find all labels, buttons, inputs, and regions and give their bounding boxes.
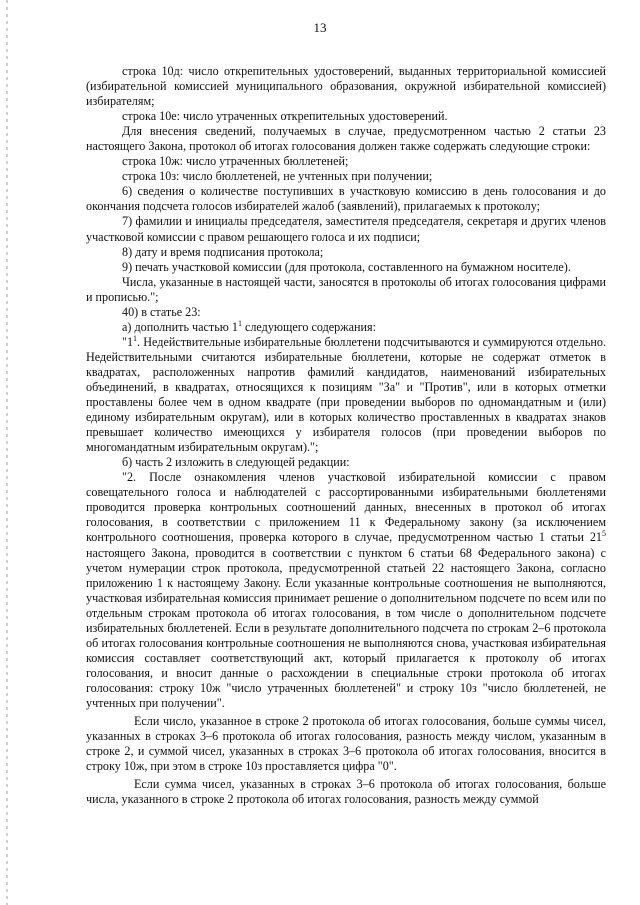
document-body xyxy=(86,64,606,807)
paragraph: Числа, указанные в настоящей части, заносятся в протоколы об итогах голосования цифрами и прописью."; xyxy=(86,274,606,304)
paragraph: строка 10з: число бюллетеней, не учтенных при получении; xyxy=(122,169,433,184)
paragraph: строка 10д: число открепительных удостоверений, выданных территориальной комиссией (избирательной комиссией муниципального образования, окружной избирательной комиссией) избирателям; xyxy=(86,64,606,109)
paragraph: Для внесения сведений, получаемых в случае, предусмотренном частью 2 статьи 23 настоящего Закона, протокол об итогах голосования должен также содержать следующие строки: xyxy=(86,124,606,154)
paragraph xyxy=(86,320,606,335)
paragraph: б) часть 2 изложить в следующей редакции: xyxy=(122,455,350,470)
paragraph: строка 10е: число утраченных открепительных удостоверений. xyxy=(122,109,448,124)
paragraph xyxy=(86,335,606,455)
paragraph-text: настоящего Закона, проводится в соответствии с пунктом 6 статьи 68 Федерального закона) с учетом нумерации строк протокола, предусмотренной статьей 22 настоящего Закона, согласно приложению 1 к настоящему Закону. Если указанные контрольные соотношения не выполняются, участковая избирательная комиссия принимает решение о дополнительном подсчете по всем или по отдельным строкам протокола об итогах голосования, в том числе о дополнительном подсчете избирательных бюллетеней. Если в результате дополнительного подсчета по строкам 2–6 протокола об итогах голосования контрольные соотношения не выполняются снова, участковая избирательная комиссия составляет соответствующий акт, который прилагается к протоколу об итогах голосования, и вносит данные о расхождении в специальные строки протокола об итогах голосования: строку 10ж "число утраченных бюллетеней" и строку 10з "число бюллетеней, не учтенных при получении". xyxy=(86,545,606,710)
paragraph-text: "1 xyxy=(122,334,134,349)
paragraph-text: а) дополнить частью 1 xyxy=(122,319,238,334)
paragraph xyxy=(86,470,606,711)
paragraph: 7) фамилии и инициалы председателя, заместителя председателя, секретаря и других членов участковой комиссии с правом решающего голоса и их подписи; xyxy=(86,214,606,244)
paragraph: строка 10ж: число утраченных бюллетеней; xyxy=(122,154,349,169)
paragraph-text: . Недействительные избирательные бюллетени подсчитываются и суммируются отдельно. Недействительными считаются избирательные бюллетени, которые не содержат отметок в квадратах, расположенных напротив фамилий кандидатов, наименований избирательных объединений, в квадратах, относящихся к позициям "За" и "Против", или в которых отметки проставлены более чем в одном квадрате (при проведении выборов по одномандатным и (или) единому избирательным округам), или в которых количество проставленных в квадратах знаков превышает количество имеющихся у избирателя голосов (при проведении выборов по многомандатным избирательным округам)."; xyxy=(86,334,606,455)
paragraph: Если число, указанное в строке 2 протокола об итогах голосования, больше суммы чисел, указанных в строках 3–6 протокола об итогах голосования, разность между числом, указанным в строке 2, и суммой чисел, указанных в строках 3–6 протокола об итогах голосования, вносится в строку 10ж, при этом в строке 10з проставляется цифра "0". xyxy=(86,714,606,774)
superscript: 1 xyxy=(133,333,138,343)
paragraph: 40) в статье 23: xyxy=(122,304,201,319)
superscript: 5 xyxy=(602,529,606,539)
paragraph: 6) сведения о количестве поступивших в участковую комиссию в день голосования и до окончания подсчета голосов избирателей жалоб (заявлений), прилагаемых к протоколу; xyxy=(86,184,606,214)
paragraph-text: следующего содержания: xyxy=(241,319,376,334)
page-number: 13 xyxy=(313,20,327,35)
binding-edge xyxy=(6,0,8,905)
paragraph-text: "2. После ознакомления членов участковой избирательной комиссии с правом совещательного голоса и наблюдателей с рассортированными избирательными бюллетенями проводится проверка контрольных соотношений данных, внесенных в протокол об итогах голосования, в соответствии с приложением 11 к Федеральному закону (за исключением контрольного соотношения, проверка которого в случае, предусмотренном частью 1 статьи 21 xyxy=(86,470,606,545)
superscript: 1 xyxy=(237,318,242,328)
paragraph: 8) дату и время подписания протокола; xyxy=(122,244,324,259)
paragraph: Если сумма чисел, указанных в строках 3–6 протокола об итогах голосования, больше числа, указанного в строке 2 протокола об итогах голосования, разность между суммой xyxy=(86,777,606,807)
paragraph: 9) печать участковой комиссии (для протокола, составленного на бумажном носителе). xyxy=(122,259,571,274)
